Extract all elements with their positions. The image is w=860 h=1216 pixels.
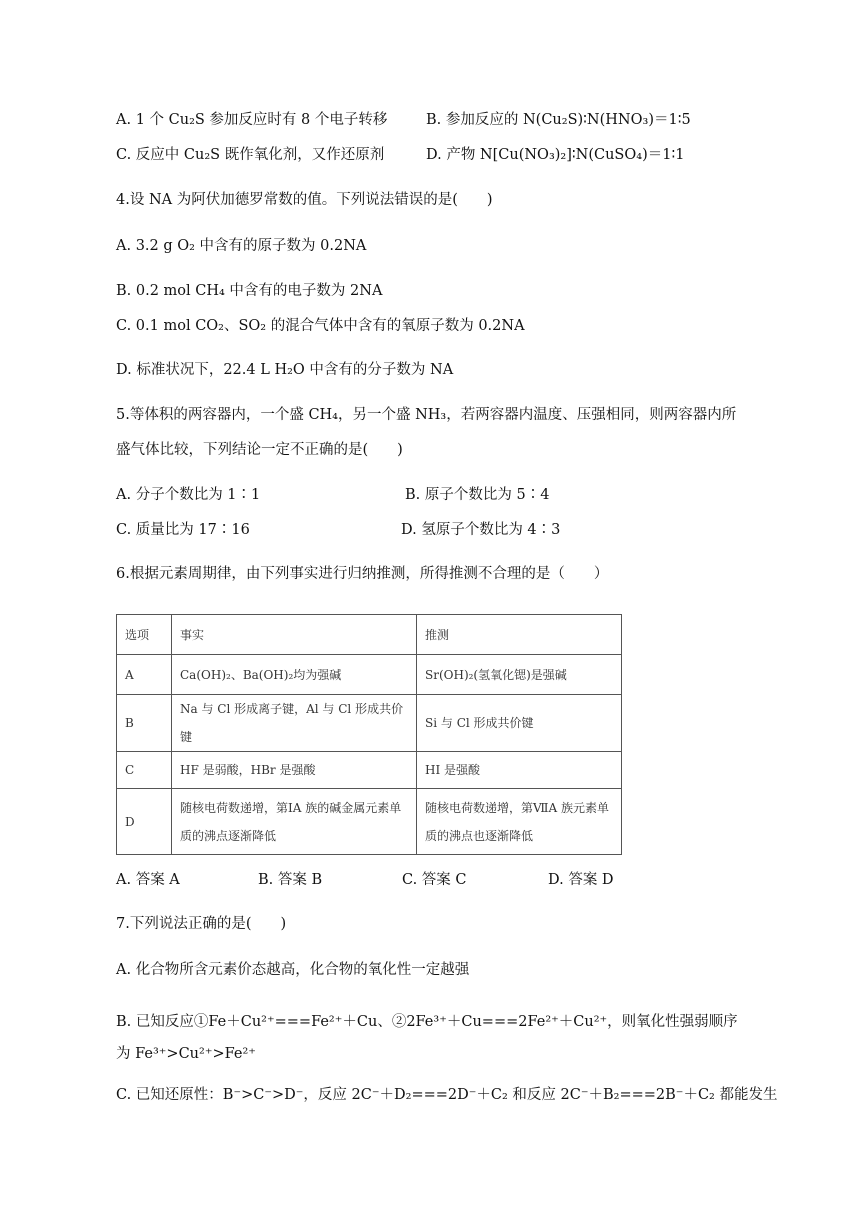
table-cell: Si 与 Cl 形成共价键 bbox=[417, 695, 622, 752]
q4-option-d: D. 标准状况下，22.4 L H₂O 中含有的分子数为 NA bbox=[116, 362, 454, 378]
table-row bbox=[117, 789, 622, 855]
q5-stem-line1: 5.等体积的两容器内，一个盛 CH₄，另一个盛 NH₃，若两容器内温度、压强相同，则两容器内所 bbox=[116, 407, 737, 423]
table-cell: HF 是弱酸，HBr 是强酸 bbox=[172, 752, 417, 789]
q7-option-a: A. 化合物所含元素价态越高，化合物的氧化性一定越强 bbox=[116, 962, 470, 978]
table-cell: 随核电荷数递增，第ⅠA 族的碱金属元素单质的沸点逐渐降低 bbox=[172, 789, 417, 855]
q6-option-b: B. 答案 B bbox=[258, 872, 323, 888]
table-cell: Na 与 Cl 形成离子键，Al 与 Cl 形成共价键 bbox=[172, 695, 417, 752]
table-cell: 随核电荷数递增，第ⅦA 族元素单质的沸点也逐渐降低 bbox=[417, 789, 622, 855]
q7-option-b: B. 已知反应①Fe＋Cu²⁺===Fe²⁺＋Cu、②2Fe³⁺＋Cu===2Fe²⁺＋Cu²⁺，则氧化性强弱顺序为 Fe³⁺>Cu²⁺>Fe²⁺ bbox=[116, 1014, 738, 1062]
q3-option-b: B. 参加反应的 N(Cu₂S)∶N(HNO₃)＝1∶5 bbox=[426, 112, 691, 128]
q7-option-c: C. 已知还原性：B⁻>C⁻>D⁻，反应 2C⁻＋D₂===2D⁻＋C₂ 和反应 2C⁻＋B₂===2B⁻＋C₂ 都能发生 bbox=[116, 1087, 778, 1103]
table-cell: A bbox=[117, 655, 172, 695]
table-header-cell: 选项 bbox=[117, 615, 172, 655]
q6-stem: 6.根据元素周期律，由下列事实进行归纳推测，所得推测不合理的是（ ） bbox=[116, 566, 609, 582]
q3-option-c: C. 反应中 Cu₂S 既作氧化剂，又作还原剂 bbox=[116, 147, 385, 163]
table-cell: C bbox=[117, 752, 172, 789]
q5-option-d: D. 氢原子个数比为 4∶3 bbox=[401, 522, 561, 538]
q5-option-c: C. 质量比为 17∶16 bbox=[116, 522, 250, 538]
q6-option-a: A. 答案 A bbox=[116, 872, 180, 888]
q4-stem: 4.设 NA 为阿伏加德罗常数的值。下列说法错误的是( ) bbox=[116, 192, 493, 208]
q4-option-b: B. 0.2 mol CH₄ 中含有的电子数为 2NA bbox=[116, 283, 383, 299]
q6-option-c: C. 答案 C bbox=[402, 872, 467, 888]
table-cell: D bbox=[117, 789, 172, 855]
table-row bbox=[117, 655, 622, 695]
table-header-cell: 推测 bbox=[417, 615, 622, 655]
q6-table bbox=[116, 614, 622, 855]
q7-stem: 7.下列说法正确的是( ) bbox=[116, 916, 287, 932]
q5-option-b: B. 原子个数比为 5∶4 bbox=[405, 487, 550, 503]
table-row bbox=[117, 695, 622, 752]
table-cell: Sr(OH)₂(氢氧化锶)是强碱 bbox=[417, 655, 622, 695]
q6-option-d: D. 答案 D bbox=[548, 872, 614, 888]
q3-option-a: A. 1 个 Cu₂S 参加反应时有 8 个电子转移 bbox=[116, 112, 388, 128]
q4-option-a: A. 3.2 g O₂ 中含有的原子数为 0.2NA bbox=[116, 238, 367, 254]
q3-option-d: D. 产物 N[Cu(NO₃)₂]∶N(CuSO₄)＝1∶1 bbox=[426, 147, 685, 163]
table-cell: B bbox=[117, 695, 172, 752]
q5-option-a: A. 分子个数比为 1∶1 bbox=[116, 487, 261, 503]
table-cell: HI 是强酸 bbox=[417, 752, 622, 789]
table-header-row bbox=[117, 615, 622, 655]
q4-option-c: C. 0.1 mol CO₂、SO₂ 的混合气体中含有的氧原子数为 0.2NA bbox=[116, 318, 525, 334]
q5-stem-line2: 盛气体比较，下列结论一定不正确的是( ) bbox=[116, 442, 403, 458]
table-cell: Ca(OH)₂、Ba(OH)₂均为强碱 bbox=[172, 655, 417, 695]
table-row bbox=[117, 752, 622, 789]
table-header-cell: 事实 bbox=[172, 615, 417, 655]
